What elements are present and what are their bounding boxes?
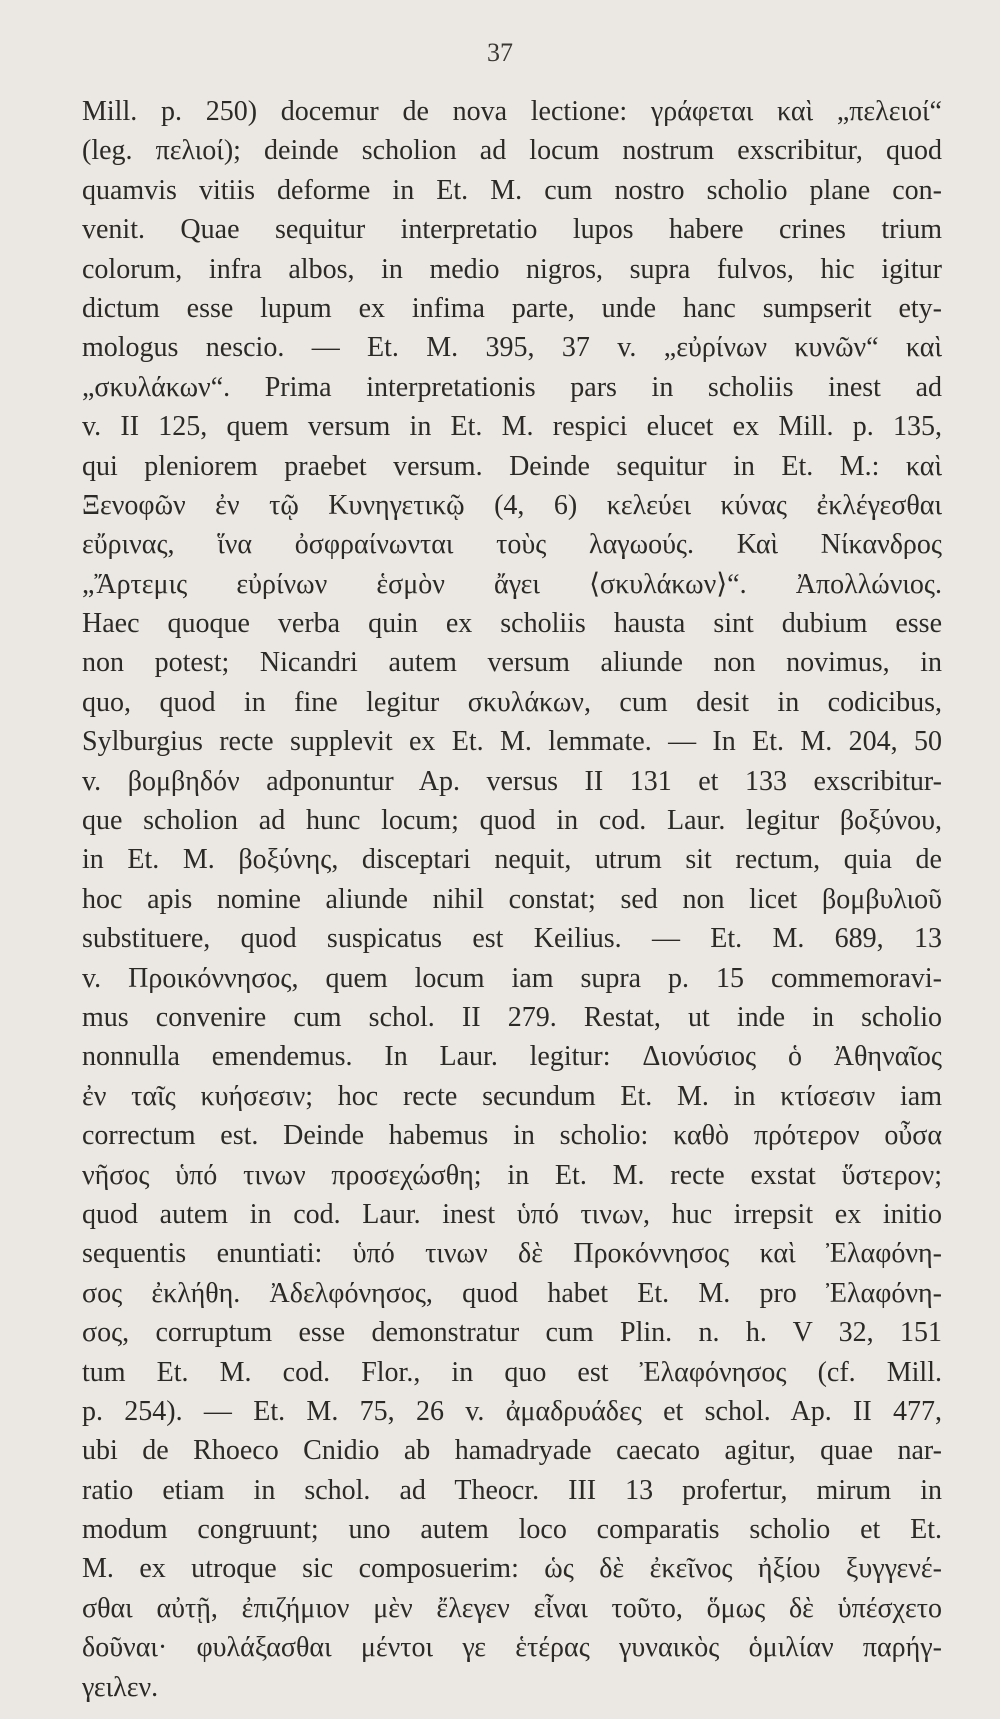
text-line: venit. Quae sequitur interpretatio lupos habere crines trium — [82, 214, 942, 246]
text-line: substituere, quod suspicatus est Keilius. — Et. M. 689, 13 — [82, 923, 942, 955]
text-line: in Et. M. βοξύνης, disceptari nequit, utrum sit rectum, quia de — [82, 844, 942, 876]
text-line: σος, corruptum esse demonstratur cum Plin. n. h. V 32, 151 — [82, 1317, 942, 1349]
text-line: σος ἐκλήθη. Ἀδελφόνησος, quod habet Et. M. pro Ἐλαφόνη- — [82, 1277, 942, 1309]
text-line: correctum est. Deinde habemus in scholio: καθὸ πρότερον οὖσα — [82, 1120, 942, 1152]
text-line: que scholion ad hunc locum; quod in cod. Laur. legitur βοξύνου, — [82, 805, 942, 837]
text-line: quo, quod in fine legitur σκυλάκων, cum desit in codicibus, — [82, 686, 942, 718]
text-line: mus convenire cum schol. II 279. Restat, ut inde in scholio — [82, 1001, 942, 1033]
text-line: qui pleniorem praebet versum. Deinde sequitur in Et. M.: καὶ — [82, 450, 942, 482]
text-line: ἐν ταῖς κυήσεσιν; hoc recte secundum Et. M. in κτίσεσιν iam — [82, 1080, 942, 1112]
text-line: Sylburgius recte supplevit ex Et. M. lemmate. — In Et. M. 204, 50 — [82, 726, 942, 758]
text-line: „σκυλάκων“. Prima interpretationis pars in scholiis inest ad — [82, 371, 942, 403]
text-line: εὔρινας, ἵνα ὀσφραίνωνται τοὺς λαγωούς. Καὶ Νίκανδρος — [82, 529, 942, 561]
text-line: Mill. p. 250) docemur de nova lectione: γράφεται καὶ „πελειοί“ — [82, 96, 942, 127]
text-line: v. βομβηδόν adponuntur Ap. versus II 131 et 133 exscribitur- — [82, 765, 942, 797]
text-line: ubi de Rhoeco Cnidio ab hamadryade caecato agitur, quae nar- — [82, 1435, 942, 1467]
text-line: „Ἄρτεμις εὐρίνων ἑσμὸν ἄγει ⟨σκυλάκων⟩“. Ἀπολλώνιος. — [82, 568, 942, 600]
text-line: quod autem in cod. Laur. inest ὑπό τινων, huc irrepsit ex initio — [82, 1198, 942, 1230]
text-line: non potest; Nicandri autem versum aliunde non novimus, in — [82, 647, 942, 679]
text-line: γειλεν. — [82, 1671, 159, 1703]
text-line: ratio etiam in schol. ad Theocr. III 13 profertur, mirum in — [82, 1474, 942, 1506]
text-line: Ξενοφῶν ἐν τῷ Κυνηγετικῷ (4, 6) κελεύει κύνας ἐκλέγεσθαι — [82, 489, 942, 521]
text-line: quamvis vitiis deforme in Et. M. cum nostro scholio plane con- — [82, 174, 942, 206]
body-text — [82, 92, 942, 1707]
text-line: (leg. πελιοί); deinde scholion ad locum nostrum exscribitur, quod — [82, 135, 942, 167]
text-line: sequentis enuntiati: ὑπό τινων δὲ Προκόννησος καὶ Ἐλαφόνη- — [82, 1238, 942, 1270]
text-line: p. 254). — Et. M. 75, 26 v. ἀμαδρυάδες et schol. Ap. II 477, — [82, 1395, 942, 1427]
page-number: 37 — [487, 38, 513, 67]
text-line: σθαι αὐτῇ, ἐπιζήμιον μὲν ἔλεγεν εἶναι τοῦτο, ὅμως δὲ ὑπέσχετο — [82, 1592, 942, 1624]
text-line: nonnulla emendemus. In Laur. legitur: Διονύσιος ὁ Ἀθηναῖος — [82, 1041, 942, 1073]
text-line: δοῦναι· φυλάξασθαι μέντοι γε ἑτέρας γυναικὸς ὁμιλίαν παρήγ- — [82, 1632, 942, 1664]
text-line: mologus nescio. — Et. M. 395, 37 v. „εὐρίνων κυνῶν“ καὶ — [82, 332, 942, 364]
text-line: tum Et. M. cod. Flor., in quo est Ἐλαφόνησος (cf. Mill. — [82, 1356, 942, 1388]
text-line: νῆσος ὑπό τινων προσεχώσθη; in Et. M. recte exstat ὕστερον; — [82, 1159, 942, 1191]
text-line: hoc apis nomine aliunde nihil constat; sed non licet βομβυλιοῦ — [82, 883, 942, 915]
text-line: dictum esse lupum ex infima parte, unde hanc sumpserit ety- — [82, 292, 942, 324]
text-line: v. II 125, quem versum in Et. M. respici elucet ex Mill. p. 135, — [82, 411, 942, 443]
text-line: M. ex utroque sic composuerim: ὡς δὲ ἐκεῖνος ἠξίου ξυγγενέ- — [82, 1553, 942, 1585]
text-line: v. Προικόννησος, quem locum iam supra p. 15 commemoravi- — [82, 962, 942, 994]
text-line: modum congruunt; uno autem loco comparatis scholio et Et. — [82, 1514, 942, 1546]
text-line: colorum, infra albos, in medio nigros, supra fulvos, hic igitur — [82, 253, 942, 285]
text-line: Haec quoque verba quin ex scholiis hausta sint dubium esse — [82, 608, 942, 640]
